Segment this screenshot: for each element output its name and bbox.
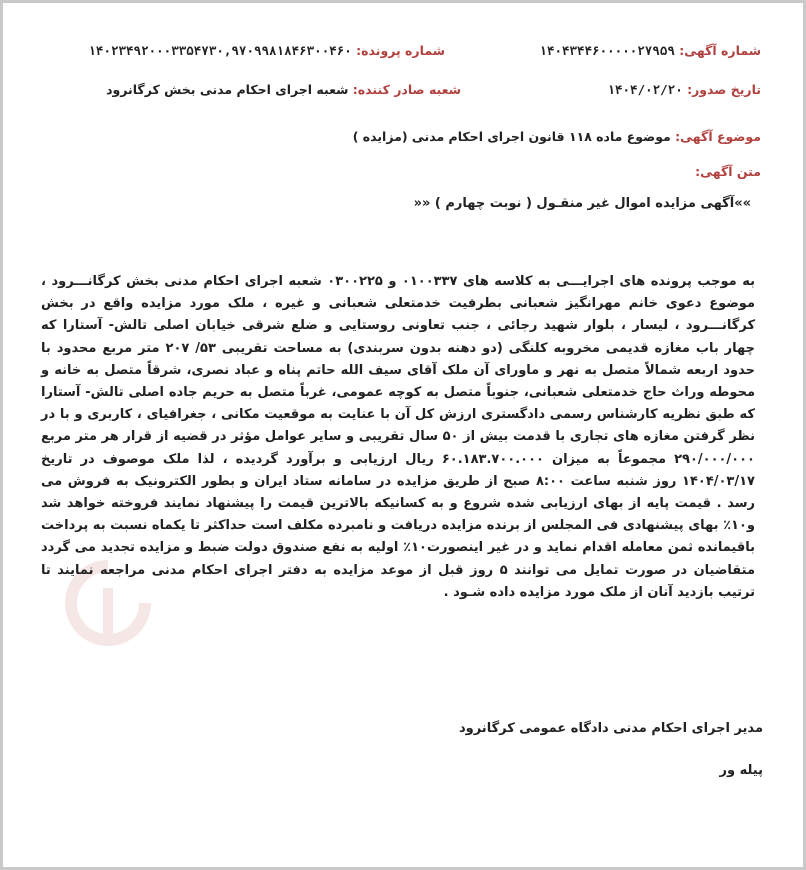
ad-number-value: ۱۴۰۴۳۴۴۶۰۰۰۰۰۲۷۹۵۹ xyxy=(539,43,675,58)
signature-name: پیله ور xyxy=(719,763,763,778)
ad-number-label: شماره آگهی: xyxy=(679,43,761,58)
issuer-value: شعبه اجرای احکام مدنی بخش کرگانرود xyxy=(106,82,349,97)
case-number-label: شماره پرونده: xyxy=(356,43,445,58)
notice-paragraph: به موجب پرونده های اجرایـــی به کلاسه های ۰۱۰۰۳۳۷ و ۰۳۰۰۲۲۵ شعبه اجرای احکام مدنی بخش کرگانـــرود ، موضوع دعوی خانم مهرانگیز شعبانی بطرفیت خدمتعلی شعبانی و غیره ، ملک مورد مزایده واقع در بخش کرگانـــرود ، لیسار ، بلوار شهید رجائی ، جنب تعاونی روستایی و ضلع شرقی خیابان اصلی تالش- آستارا که چهار باب مغازه قدیمی مخروبه کلنگی (دو دهنه بدون سربندی) به مساحت تقریبی ۵۳/ ۲۰۷ متر مربع محدود با حدود اربعه شمالاً متصل به نهر و ماورای آن ملک آقای سیف الله حاتم پناه و عباد نصری، شرقاً متصل به خانه و محوطه وراث حاج خدمتعلی شعبانی، جنوباً متصل به کوچه عمومی، غرباً متصل به حریم جاده اصلی تالش- آستارا که طبق نظریه کارشناس رسمی دادگستری ارزش کل آن با عنایت به موقعیت مکانی ، جغرافیای ، کاربری و با در نظر گرفتن مغازه های تجاری با قدمت بیش از ۵۰ سال تقریبی و سایر عوامل مؤثر در قضیه از قرار هر متر مربع ۲۹۰/۰۰۰/۰۰۰ مجموعاً به میزان ۶۰.۱۸۳.۷۰۰.۰۰۰ ریال ارزیابی و برآورد گردیده ، لذا ملک موصوف در تاریخ ۱۴۰۴/۰۳/۱۷ روز شنبه ساعت ۸:۰۰ صبح از طریق مزایده در سامانه ستاد ایران و بطور الکترونیک به فروش می رسد . قیمت پایه از بهای ارزیابی شده شروع و به کسانیکه بالاترین قیمت را پیشنهاد نمایند فروخته خواهد شد و۱۰٪ بهای پیشنهادی فی المجلس از برنده مزایده دریافت و نامبرده مکلف است حداکثر تا یکماه نسبت به پرداخت باقیمانده ثمن معامله اقدام نماید و در غیر اینصورت۱۰٪ اولیه به نفع صندوق دولت ضبط و مزایده تجدید می گردد متقاضیان در صورت تمایل می توانند ۵ روز قبل از موعد مزایده به دفتر اجرای احکام مدنی مراجعه نمایند تا ترتیب بازدید آنان از ملک مورد مزایده داده شـود . xyxy=(41,274,756,600)
case-number-field xyxy=(88,43,445,58)
text-label-field xyxy=(695,164,761,179)
signature-title: مدیر اجرای احکام مدنی دادگاه عمومی کرگانرود xyxy=(458,721,763,736)
subject-value: موضوع ماده ۱۱۸ قانون اجرای احکام مدنی (مزایده ) xyxy=(352,129,671,144)
notice-body xyxy=(41,271,755,604)
ad-number-field xyxy=(539,43,761,58)
issue-date-field xyxy=(607,82,761,97)
issue-date-value: ۱۴۰۴/۰۲/۲۰ xyxy=(607,82,683,97)
subject-field xyxy=(353,129,761,144)
text-label: متن آگهی: xyxy=(695,164,761,179)
issuer-field xyxy=(106,82,461,97)
issue-date-label: تاریخ صدور: xyxy=(687,82,761,97)
case-number-value: ۱۴۰۲۳۴۹۲۰۰۰۳۳۵۴۷۳۰,۹۷۰۹۹۸۱۸۴۶۳۰۰۴۶۰ xyxy=(88,43,352,58)
notice-heading: »»آگهی مزایده اموال غیر منقـول ( نوبت چهارم ) «« xyxy=(413,196,751,211)
issuer-label: شعبه صادر کننده: xyxy=(352,82,461,97)
subject-label: موضوع آگهی: xyxy=(675,129,761,144)
